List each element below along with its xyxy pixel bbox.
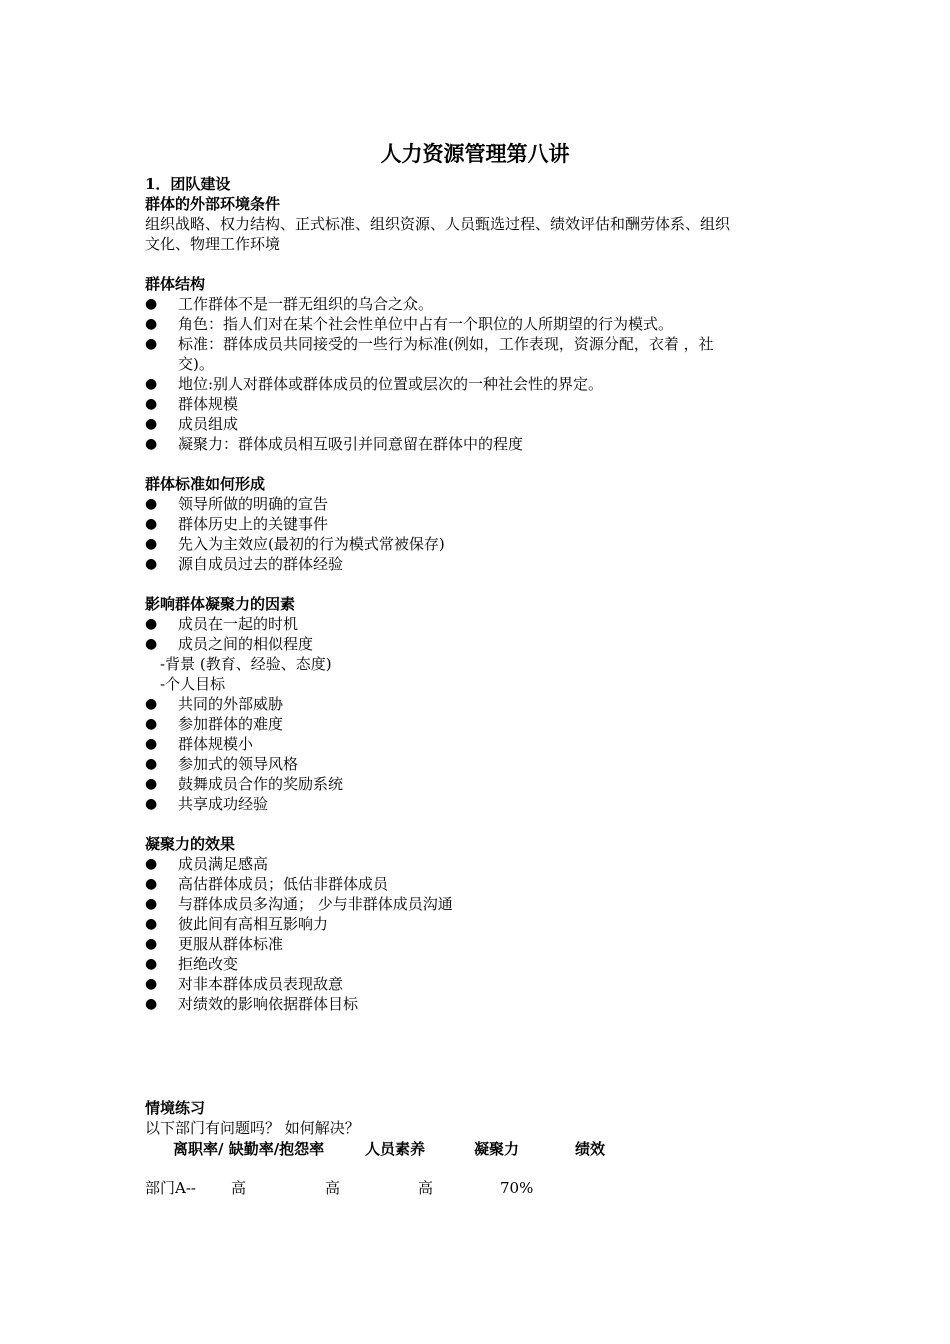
list-item-continuation: 交)。 xyxy=(178,355,214,373)
section-heading: 1．团队建设 xyxy=(145,175,231,193)
bullet-icon: ● xyxy=(145,756,158,772)
list-item: ● 群体规模 xyxy=(145,395,239,413)
bullet-icon: ● xyxy=(145,296,158,312)
list-item: ● 地位:别人对群体或群体成员的位置或层次的一种社会性的界定。 xyxy=(145,375,604,393)
list-item: ● 鼓舞成员合作的奖励系统 xyxy=(145,775,344,793)
list-item: ● 参加式的领导风格 xyxy=(145,755,299,773)
bullet-icon: ● xyxy=(145,916,158,932)
column-header: 凝聚力 xyxy=(474,1140,520,1158)
bullet-icon: ● xyxy=(145,376,158,392)
list-item: ● 凝聚力：群体成员相互吸引并同意留在群体中的程度 xyxy=(145,435,524,453)
list-item: ● 源自成员过去的群体经验 xyxy=(145,555,344,573)
bullet-icon: ● xyxy=(145,876,158,892)
structure-heading: 群体结构 xyxy=(145,275,206,293)
list-item: ● 更服从群体标准 xyxy=(145,935,284,953)
factors-heading: 影响群体凝聚力的因素 xyxy=(145,595,296,613)
column-header: 人员素养 xyxy=(365,1140,426,1158)
env-text: 组织战略、权力结构、正式标准、组织资源、人员甄选过程、绩效评估和酬劳体系、组织 xyxy=(145,215,731,233)
bullet-icon: ● xyxy=(145,696,158,712)
bullet-icon: ● xyxy=(145,516,158,532)
exercise-heading: 情境练习 xyxy=(145,1099,206,1117)
table-cell: 部门A-- xyxy=(145,1179,196,1197)
list-item: ● 领导所做的明确的宣告 xyxy=(145,495,329,513)
list-item: ● 成员满足感高 xyxy=(145,855,269,873)
bullet-icon: ● xyxy=(145,556,158,572)
bullet-icon: ● xyxy=(145,936,158,952)
list-item: ● 拒绝改变 xyxy=(145,955,239,973)
list-item: ● 角色：指人们对在某个社会性单位中占有一个职位的人所期望的行为模式。 xyxy=(145,315,674,333)
bullet-icon: ● xyxy=(145,396,158,412)
bullet-icon: ● xyxy=(145,996,158,1012)
env-text: 文化、物理工作环境 xyxy=(145,235,281,253)
list-item: ● 标准：群体成员共同接受的一些行为标准(例如，工作表现，资源分配，衣着 ，社 xyxy=(145,335,714,353)
bullet-icon: ● xyxy=(145,336,158,352)
bullet-icon: ● xyxy=(145,416,158,432)
bullet-icon: ● xyxy=(145,616,158,632)
list-item: ● 成员之间的相似程度 xyxy=(145,635,314,653)
bullet-icon: ● xyxy=(145,716,158,732)
bullet-icon: ● xyxy=(145,776,158,792)
table-header xyxy=(145,1138,805,1160)
sub-item: -背景 (教育、经验、态度) xyxy=(160,655,332,673)
list-item: ● 对非本群体成员表现敌意 xyxy=(145,975,344,993)
bullet-icon: ● xyxy=(145,316,158,332)
list-item: ● 成员组成 xyxy=(145,415,239,433)
bullet-icon: ● xyxy=(145,736,158,752)
list-item: ● 群体规模小 xyxy=(145,735,254,753)
list-item: ● 先入为主效应(最初的行为模式常被保存) xyxy=(145,535,445,553)
table-row xyxy=(145,1177,805,1199)
sub-item: -个人目标 xyxy=(160,675,226,693)
effects-heading: 凝聚力的效果 xyxy=(145,835,236,853)
bullet-icon: ● xyxy=(145,436,158,452)
bullet-icon: ● xyxy=(145,796,158,812)
bullet-icon: ● xyxy=(145,856,158,872)
table-cell: 高 xyxy=(325,1179,341,1197)
table-cell: 70% xyxy=(500,1179,534,1197)
norms-heading: 群体标准如何形成 xyxy=(145,475,266,493)
list-item: ● 共享成功经验 xyxy=(145,795,269,813)
column-header: 绩效 xyxy=(575,1140,606,1158)
list-item: ● 成员在一起的时机 xyxy=(145,615,299,633)
bullet-icon: ● xyxy=(145,896,158,912)
list-item: ● 参加群体的难度 xyxy=(145,715,284,733)
column-header: 离职率/ 缺勤率/抱怨率 xyxy=(173,1140,325,1158)
document-page xyxy=(145,140,805,1199)
list-item: ● 对绩效的影响依据群体目标 xyxy=(145,995,359,1013)
bullet-icon: ● xyxy=(145,536,158,552)
bullet-icon: ● xyxy=(145,956,158,972)
bullet-icon: ● xyxy=(145,636,158,652)
list-item: ● 工作群体不是一群无组织的乌合之众。 xyxy=(145,295,434,313)
table-cell: 高 xyxy=(418,1179,434,1197)
list-item: ● 彼此间有高相互影响力 xyxy=(145,915,329,933)
list-item: ● 高估群体成员；低估非群体成员 xyxy=(145,875,389,893)
list-item: ● 与群体成员多沟通； 少与非群体成员沟通 xyxy=(145,895,453,913)
list-item: ● 共同的外部威胁 xyxy=(145,695,284,713)
table-cell: 高 xyxy=(231,1179,247,1197)
bullet-icon: ● xyxy=(145,976,158,992)
bullet-icon: ● xyxy=(145,496,158,512)
list-item: ● 群体历史上的关键事件 xyxy=(145,515,329,533)
page-title: 人力资源管理第八讲 xyxy=(380,141,570,166)
exercise-question: 以下部门有问题吗？ 如何解决？ xyxy=(145,1119,360,1137)
env-heading: 群体的外部环境条件 xyxy=(145,195,281,213)
